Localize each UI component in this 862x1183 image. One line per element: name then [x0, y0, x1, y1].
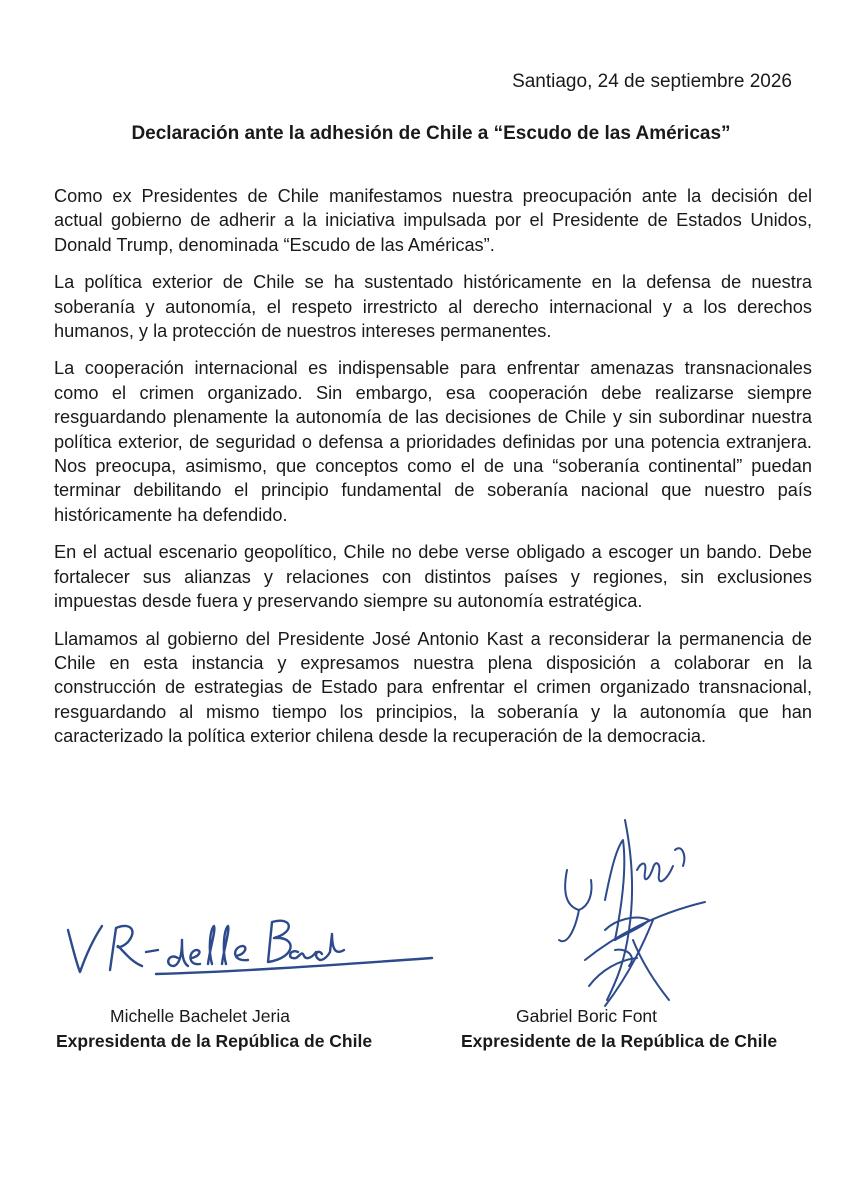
bachelet-signature-image [60, 900, 440, 990]
boric-signature-image [545, 810, 725, 1020]
boric-title: Expresidente de la República de Chile [461, 1031, 778, 1051]
paragraph: En el actual escenario geopolítico, Chile no debe verse obligado a escoger un bando. Debe fortalecer sus alianzas y relaciones con distintos países y regiones, sin exclusiones impuestas desde fuera y preservando siempre su autonomía estratégica. [54, 542, 812, 612]
paragraph: Como ex Presidentes de Chile manifestamos nuestra preocupación ante la decisión del actual gobierno de adherir a la iniciativa impulsada por el Presidente de Estados Unidos, Donald Trump, denominada “Escudo de las Américas”. [54, 186, 812, 255]
bachelet-title: Expresidenta de la República de Chile [56, 1031, 373, 1051]
declaration-body [54, 184, 812, 762]
paragraph: La cooperación internacional es indispensable para enfrentar amenazas transnacionales como el crimen organizado. Sin embargo, esa cooperación debe realizarse siempre resguardando plenamente la autonomía de las decisiones de Chile y sin subordinar nuestra política exterior, de seguridad o defensa a prioridades definidas por una potencia extranjera. Nos preocupa, asimismo, que conceptos como el de una “soberanía continental” puedan terminar debilitando el principio fundamental de soberanía nacional que nuestro país históricamente ha defendido. [54, 358, 812, 525]
document-title: Declaración ante la adhesión de Chile a “Escudo de las Américas” [131, 123, 731, 144]
boric-name: Gabriel Boric Font [516, 1006, 658, 1026]
paragraph: La política exterior de Chile se ha sustentado históricamente en la defensa de nuestra soberanía y autonomía, el respeto irrestricto al derecho internacional y a los derechos humanos, y la protección de nuestros intereses permanentes. [54, 272, 812, 342]
date-line: Santiago, 24 de septiembre 2026 [512, 71, 792, 92]
bachelet-name: Michelle Bachelet Jeria [110, 1006, 290, 1026]
paragraph: Llamamos al gobierno del Presidente José Antonio Kast a reconsiderar la permanencia de Chile en esta instancia y expresamos nuestra plena disposición a colaborar en la construcción de estrategias de Estado para enfrentar el crimen organizado transnacional, resguardando al mismo tiempo los principios, la soberanía y la autonomía que han caracterizado la política exterior chilena desde la recuperación de la democracia. [54, 628, 812, 747]
